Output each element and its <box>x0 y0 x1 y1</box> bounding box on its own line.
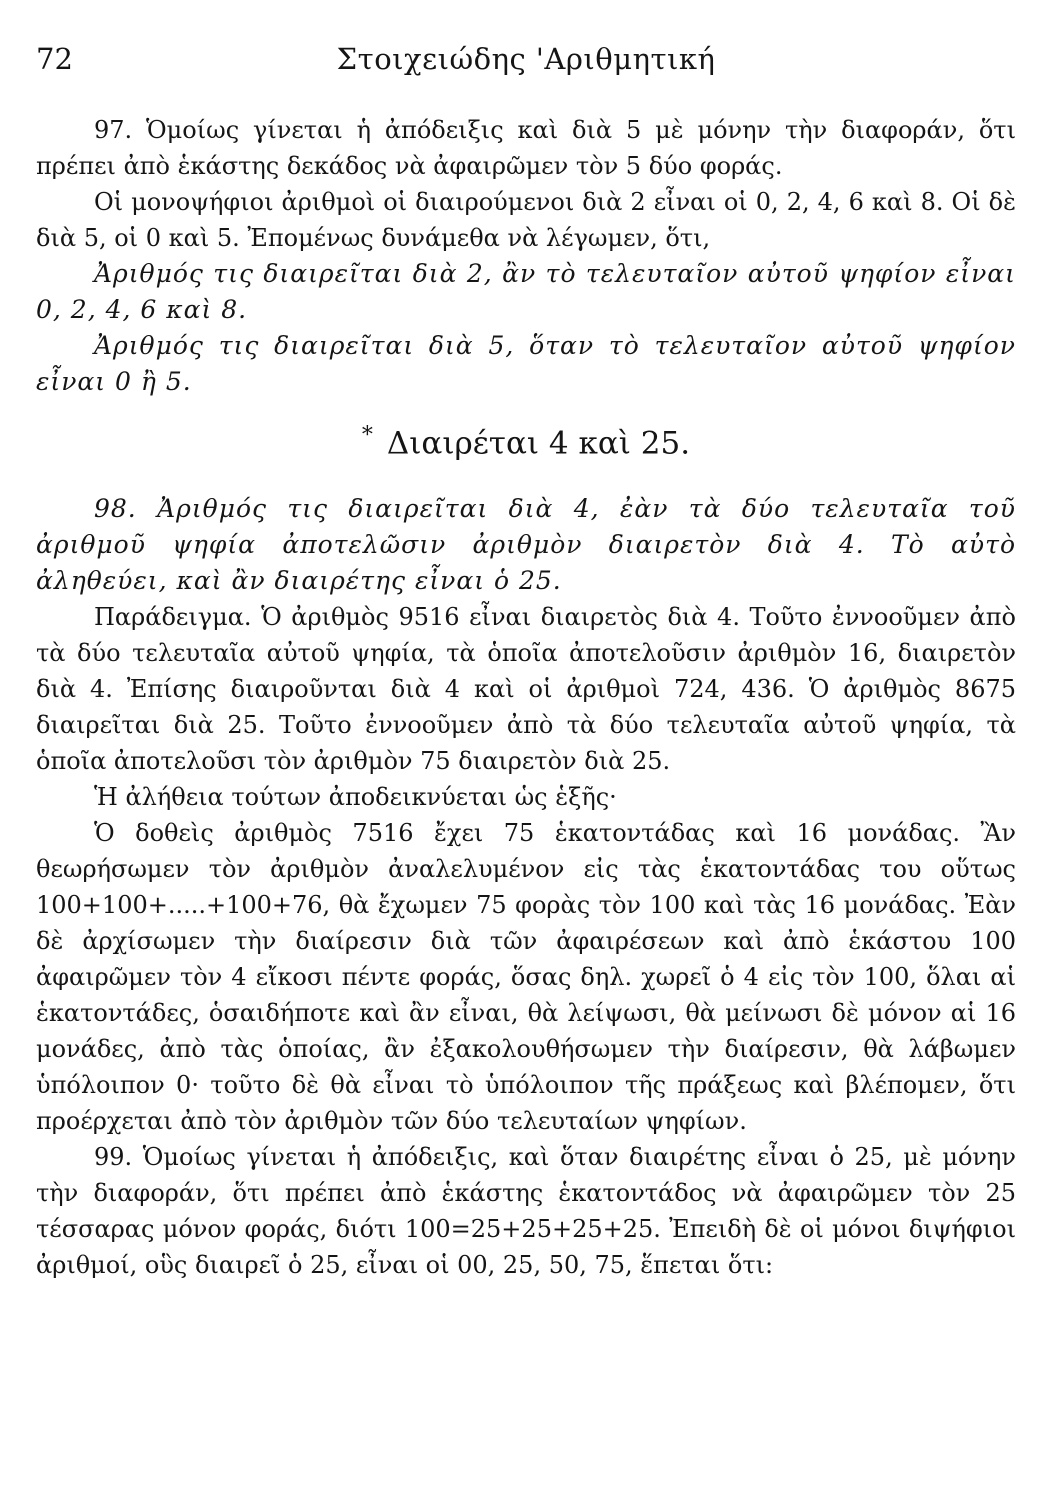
paragraph-example: Παράδειγμα. Ὁ ἀριθμὸς 9516 εἶναι διαιρετὸς διὰ 4. Τοῦτο ἐννοοῦμεν ἀπὸ τὰ δύο τελευταῖα αὐτοῦ ψηφία, τὰ ὁποῖα ἀποτελοῦσιν ἀριθμὸν 16, διαιρετὸν διὰ 4. Ἐπίσης διαιροῦνται διὰ 4 καὶ οἱ ἀριθμοὶ 724, 436. Ὁ ἀριθμὸς 8675 διαιρεῖται διὰ 25. Τοῦτο ἐννοοῦμεν ἀπὸ τὰ δύο τελευταῖα αὐτοῦ ψηφία, τὰ ὁποῖα ἀποτελοῦσι τὸν ἀριθμὸν 75 διαιρετὸν διὰ 25. <box>36 603 1016 776</box>
footnote-mark: * <box>361 423 373 448</box>
page-header <box>36 42 1016 82</box>
paragraph-97: 97. Ὁμοίως γίνεται ἡ ἀπόδειξις καὶ διὰ 5 μὲ μόνην τὴν διαφοράν, ὅτι πρέπει ἀπὸ ἑκάστης δεκάδος νὰ ἀφαιρῶμεν τὸν 5 δύο φοράς. <box>36 116 1016 180</box>
footnote-text: Διαιρέται 4 καὶ 25. <box>386 425 691 462</box>
rule-divisible-by-4: 98. Ἀριθμός τις διαιρεῖται διὰ 4, ἐὰν τὰ δύο τελευταῖα τοῦ ἀριθμοῦ ψηφία ἀποτελῶσιν ἀριθμὸν διαιρετὸν διὰ 4. Τὸ αὐτὸ ἀληθεύει, καὶ ἂν διαιρέτης εἶναι ὁ 25. <box>36 494 1016 596</box>
running-title: Στοιχειώδης 'Αριθμητική <box>336 42 716 76</box>
rule-divisible-by-2: Ἀριθμός τις διαιρεῖται διὰ 2, ἂν τὸ τελευταῖον αὐτοῦ ψηφίον εἶναι 0, 2, 4, 6 καὶ 8. <box>36 259 1016 324</box>
footnote-heading <box>36 414 1016 465</box>
paragraph-99: 99. Ὁμοίως γίνεται ἡ ἀπόδειξις, καὶ ὅταν διαιρέτης εἶναι ὁ 25, μὲ μόνην τὴν διαφοράν, ὅτι πρέπει ἀπὸ ἑκάστης ἑκατοντάδος νὰ ἀφαιρῶμεν τὸν 25 τέσσαρας μόνον φοράς, διότι 100=25+25+25+25. Ἐπειδὴ δὲ οἱ μόνοι διψήφιοι ἀριθμοί, οὓς διαιρεῖ ὁ 25, εἶναι οἱ 00, 25, 50, 75, ἕπεται ὅτι: <box>36 1143 1016 1280</box>
rule-divisible-by-5: Ἀριθμός τις διαιρεῖται διὰ 5, ὅταν τὸ τελευταῖον αὐτοῦ ψηφίον εἶναι 0 ἢ 5. <box>36 331 1016 396</box>
paragraph-single-digit-divisibility: Οἱ μονοψήφιοι ἀριθμοὶ οἱ διαιρούμενοι διὰ 2 εἶναι οἱ 0, 2, 4, 6 καὶ 8. Οἱ δὲ διὰ 5, οἱ 0 καὶ 5. Ἐπομένως δυνάμεθα νὰ λέγωμεν, ὅτι, <box>36 188 1016 252</box>
paragraph-proof: Ὁ δοθεὶς ἀριθμὸς 7516 ἔχει 75 ἑκατοντάδας καὶ 16 μονάδας. Ἂν θεωρήσωμεν τὸν ἀριθμὸν ἀναλελυμένον εἰς τὰς ἑκατοντάδας του οὕτως 100+100+.....+100+76, θὰ ἔχωμεν 75 φορὰς τὸν 100 καὶ τὰς 16 μονάδας. Ἐὰν δὲ ἀρχίσωμεν τὴν διαίρεσιν διὰ τῶν ἀφαιρέσεων καὶ ἀπὸ ἑκάστου 100 ἀφαιρῶμεν τὸν 4 εἴκοσι πέντε φοράς, ὅσας δηλ. χωρεῖ ὁ 4 εἰς τὸν 100, ὅλαι αἱ ἑκατοντάδες, ὁσαιδήποτε καὶ ἂν εἶναι, θὰ λείψωσι, θὰ μείνωσι δὲ μόνον αἱ 16 μονάδες, ἀπὸ τὰς ὁποίας, ἂν ἐξακολουθήσωμεν τὴν διαίρεσιν, θὰ λάβωμεν ὑπόλοιπον 0· τοῦτο δὲ θὰ εἶναι τὸ ὑπόλοιπον τῆς πράξεως καὶ βλέπομεν, ὅτι προέρχεται ἀπὸ τὸν ἀριθμὸν τῶν δύο τελευταίων ψηφίων. <box>36 819 1016 1136</box>
paragraph-proof-intro: Ἡ ἀλήθεια τούτων ἀποδεικνύεται ὡς ἑξῆς· <box>94 783 617 812</box>
page-body <box>36 112 1016 1283</box>
page-number: 72 <box>36 42 73 76</box>
